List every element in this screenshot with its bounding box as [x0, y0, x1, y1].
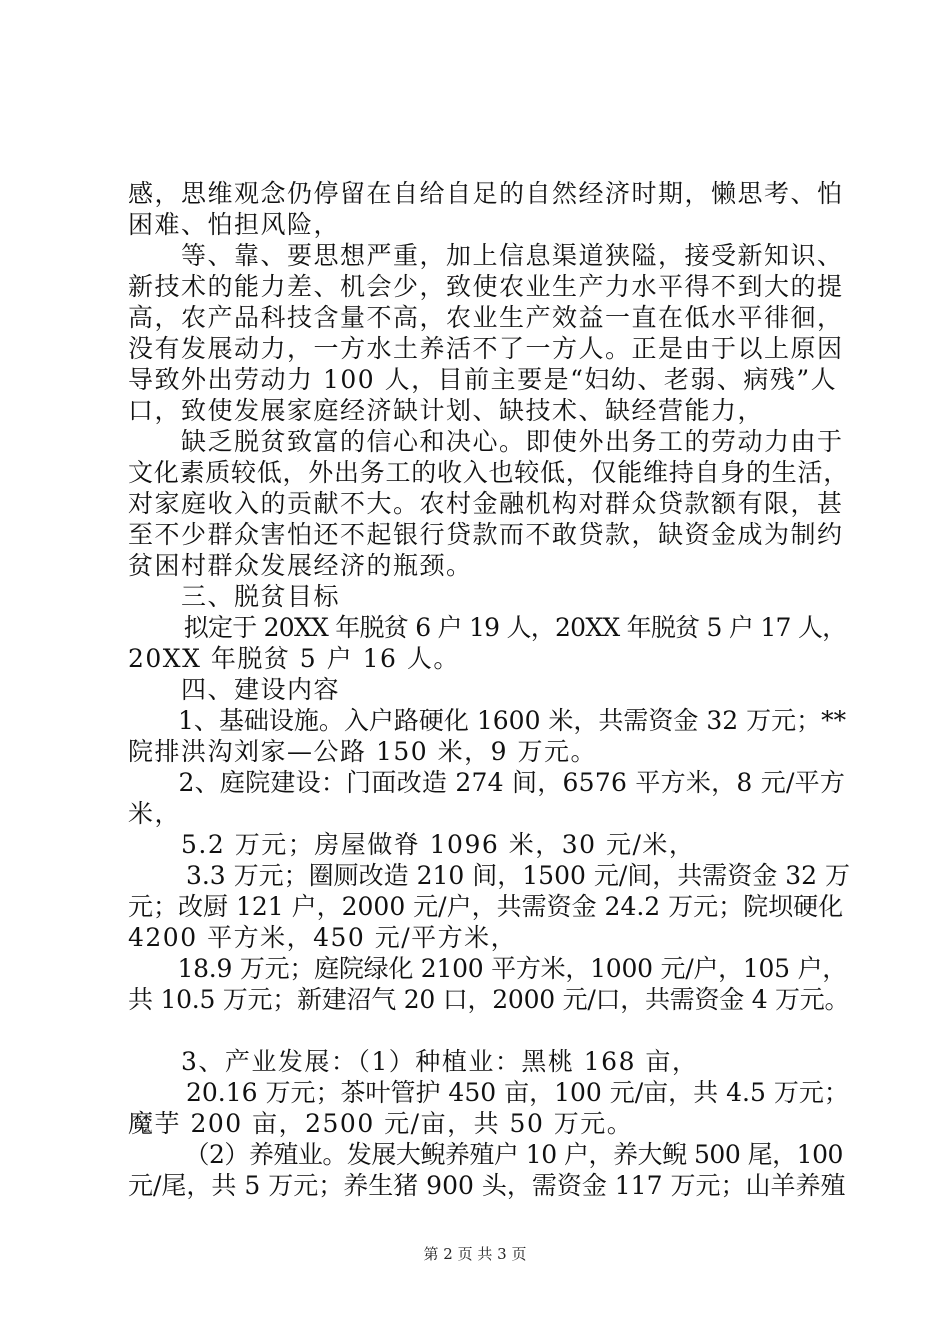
body-text-line: 新技术的能力差、机会少，致使农业生产力水平得不到大的提	[128, 272, 844, 301]
body-text-line: 至不少群众害怕还不起银行贷款而不敢贷款，缺资金成为制约	[128, 520, 844, 549]
page-number-footer: 第 2 页 共 3 页	[423, 1245, 527, 1263]
body-text-line: 院排洪沟刘家—公路 150 米，9 万元。	[128, 737, 597, 766]
body-text-line: 4200 平方米，450 元/平方米，	[128, 923, 518, 952]
body-text-line: （2）养殖业。发展大鲵养殖户 10 户，养大鲵 500 尾，100	[128, 1140, 843, 1169]
body-text-line: 米，	[128, 799, 182, 828]
body-text-line: 1、基础设施。入户路硬化 1600 米，共需资金 32 万元；**	[128, 706, 847, 735]
body-text-line: 高，农产品科技含量不高，农业生产效益一直在低水平徘徊，	[128, 303, 844, 332]
body-text-line: 2、庭院建设：门面改造 274 间，6576 平方米，8 元/平方	[128, 768, 846, 797]
body-text-line: 导致外出劳动力 100 人，目前主要是“妇幼、老弱、病残”人	[128, 365, 838, 394]
body-text-line: 困难、怕担风险，	[128, 210, 341, 239]
body-text-line: 感，思维观念仍停留在自给自足的自然经济时期，懒思考、怕	[128, 179, 844, 208]
section-heading: 四、建设内容	[128, 675, 341, 704]
body-text-line: 文化素质较低，外出务工的收入也较低，仅能维持自身的生活，	[128, 458, 850, 487]
section-heading: 三、脱贫目标	[128, 582, 341, 611]
body-text-line: 等、靠、要思想严重，加上信息渠道狭隘，接受新知识、	[128, 241, 844, 270]
body-text-line: 贫困村群众发展经济的瓶颈。	[128, 551, 473, 580]
body-text-line: 3.3 万元；圈厕改造 210 间，1500 元/间，共需资金 32 万	[128, 861, 850, 890]
body-text-line: 对家庭收入的贡献不大。农村金融机构对群众贷款额有限，甚	[128, 489, 844, 518]
body-text-line: 20.16 万元；茶叶管护 450 亩，100 元/亩，共 4.5 万元；	[128, 1078, 849, 1107]
body-text-line: 元/尾，共 5 万元；养生猪 900 头，需资金 117 万元；山羊养殖	[128, 1171, 846, 1200]
body-text-line: 18.9 万元；庭院绿化 2100 平方米，1000 元/户，105 户，	[128, 954, 848, 983]
body-text-line: 没有发展动力，一方水土养活不了一方人。正是由于以上原因	[128, 334, 844, 363]
body-text-line: 缺乏脱贫致富的信心和决心。即使外出务工的劳动力由于	[128, 427, 844, 456]
body-text-line: 3、产业发展：（1）种植业：黑桃 168 亩，	[128, 1047, 699, 1076]
body-text-line: 共 10.5 万元；新建沼气 20 口，2000 元/口，共需资金 4 万元。	[128, 985, 850, 1014]
body-text-line: 元；改厨 121 户，2000 元/户，共需资金 24.2 万元；院坝硬化	[128, 892, 844, 921]
body-text-line: 5.2 万元；房屋做脊 1096 米，30 元/米，	[128, 830, 696, 859]
body-text-line: 20XX 年脱贫 5 户 16 人。	[128, 644, 460, 673]
body-text-line: 拟定于 20XX 年脱贫 6 户 19 人，20XX 年脱贫 5 户 17 人，	[128, 613, 847, 642]
body-text-line: 口，致使发展家庭经济缺计划、缺技术、缺经营能力，	[128, 396, 765, 425]
body-text-line: 魔芋 200 亩，2500 元/亩，共 50 万元。	[128, 1109, 634, 1138]
